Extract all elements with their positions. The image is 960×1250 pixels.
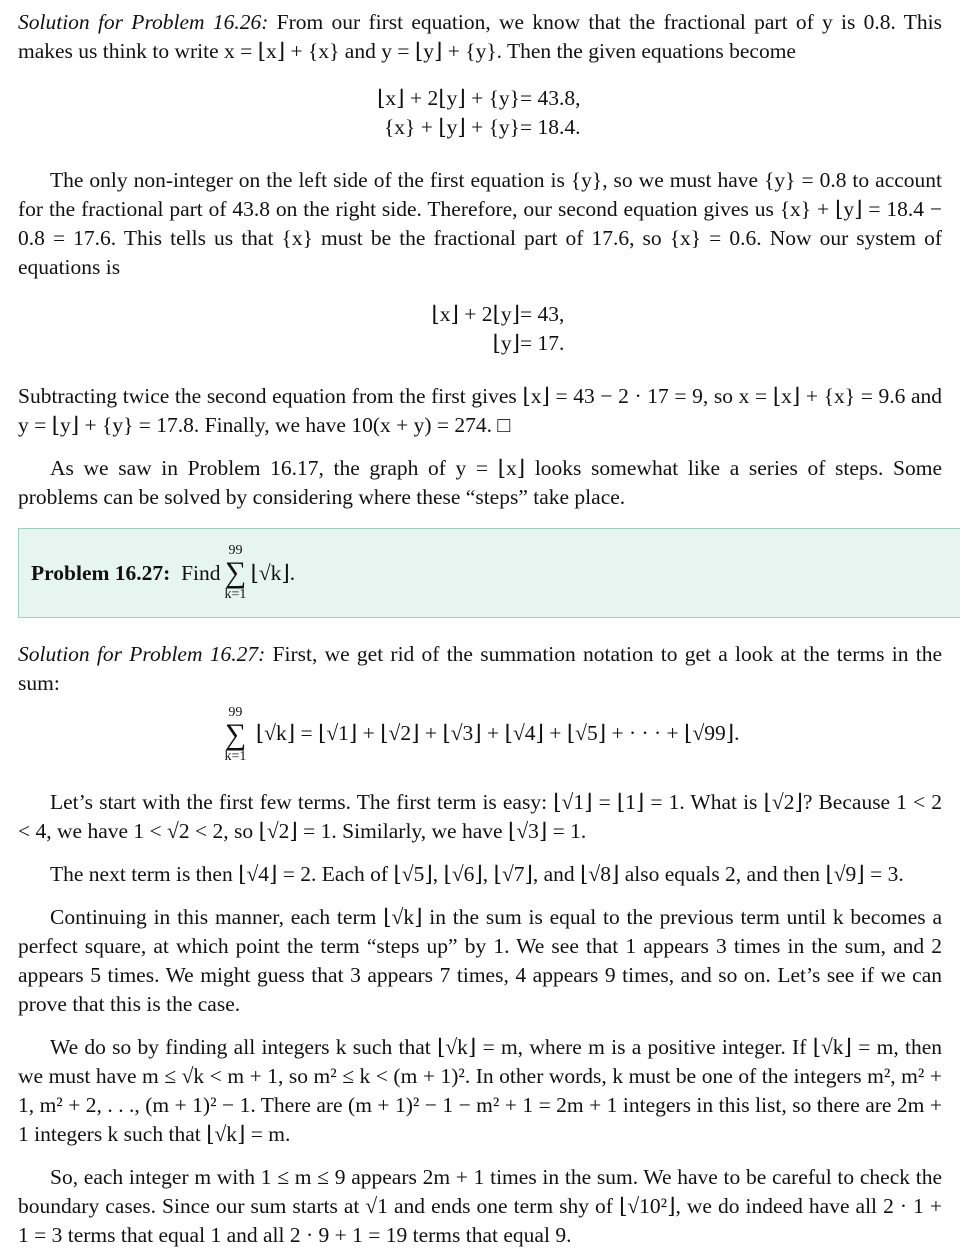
paragraph: The next term is then ⌊√4⌋ = 2. Each of ⌊√5⌋, ⌊√6⌋, ⌊√7⌋, and ⌊√8⌋ also equals 2, and then ⌊√9⌋ = 3. <box>50 862 904 886</box>
paragraph: The only non-integer on the left side of the first equation is {y}, so we must have {y} = 0.8 to account for the fractional part of 43.8 on the right side. Therefore, our second equation gives us {x} + ⌊y⌋ = 18.4 − 0.8 = 17.6. This tells us that {x} must be the fractional part of 17.6, so {x} = 0.6. Now our system of equations is <box>18 168 942 279</box>
paragraph: Let’s start with the first few terms. The first term is easy: ⌊√1⌋ = ⌊1⌋ = 1. What is ⌊√2⌋? Because 1 < 2 < 4, we have 1 < √2 < 2, so ⌊√2⌋ = 1. Similarly, we have ⌊√3⌋ = 1. <box>18 790 942 843</box>
paragraph: As we saw in Problem 16.17, the graph of y = ⌊x⌋ looks somewhat like a series of steps. Some problems can be solved by considering where these “steps” take place. <box>18 456 942 509</box>
solution-16-27-intro: Solution for Problem 16.27: First, we get rid of the summation notation to get a look at the terms in the sum: <box>18 642 942 695</box>
paragraph: Continuing in this manner, each term ⌊√k⌋ in the sum is equal to the previous term until k becomes a perfect square, at which point the term “steps up” by 1. We see that 1 appears 3 times in the sum, and 2 appears 5 times. We might guess that 3 appears 7 times, 4 appears 9 times, and so on. Let’s see if we can prove that this is the case. <box>18 905 942 1016</box>
paragraph: So, each integer m with 1 ≤ m ≤ 9 appears 2m + 1 times in the sum. We have to be careful to check the boundary cases. Since our sum starts at √1 and ends one term shy of ⌊√10²⌋, we do indeed have all 2 · 1 + 1 = 3 terms that equal 1 and all 2 · 9 + 1 = 19 terms that equal 9. <box>18 1165 942 1247</box>
solution-label: Solution for Problem 16.27: <box>18 642 266 666</box>
equation-system-2: ⌊x⌋ + 2⌊y⌋ = 43, ⌊y⌋ = 17. <box>431 302 565 355</box>
problem-label: Problem 16.27: <box>31 560 171 585</box>
summation-expansion: 99 ∑ k=1 ⌊√k⌋ = ⌊√1⌋ + ⌊√2⌋ + ⌊√3⌋ + ⌊√4⌋ + ⌊√5⌋ + · · · + ⌊√99⌋. <box>224 705 740 764</box>
paragraph: We do so by finding all integers k such that ⌊√k⌋ = m, where m is a positive integer. If ⌊√k⌋ = m, then we must have m ≤ √k < m + 1, so m² ≤ k < (m + 1)². In other words, k must be one of the integers m², m² + 1, m² + 2, . . ., (m + 1)² − 1. There are (m + 1)² − 1 − m² + 1 = 2m + 1 integers in this list, so there are 2m + 1 integers k such that ⌊√k⌋ = m. <box>18 1035 942 1146</box>
equation-system-1: ⌊x⌋ + 2⌊y⌋ + {y} = 43.8, {x} + ⌊y⌋ + {y} = 18.4. <box>377 86 581 139</box>
summation: 99 ∑ k=1 <box>224 543 247 602</box>
problem-16-27: Problem 16.27: Find 99 ∑ k=1 ⌊√k⌋. <box>18 528 960 618</box>
problem-box <box>18 528 942 618</box>
solution-label: Solution for Problem 16.26: <box>18 10 269 34</box>
solution-16-26-intro: Solution for Problem 16.26: From our first equation, we know that the fractional part of y is 0.8. This makes us think to write x = ⌊x⌋ + {x} and y = ⌊y⌋ + {y}. Then the given equations become <box>18 10 942 63</box>
paragraph: Subtracting twice the second equation from the first gives ⌊x⌋ = 43 − 2 · 17 = 9, so x = ⌊x⌋ + {x} = 9.6 and y = ⌊y⌋ + {y} = 17.8. Finally, we have 10(x + y) = 274. □ <box>18 384 942 437</box>
summation: 99 ∑ k=1 <box>224 705 247 764</box>
